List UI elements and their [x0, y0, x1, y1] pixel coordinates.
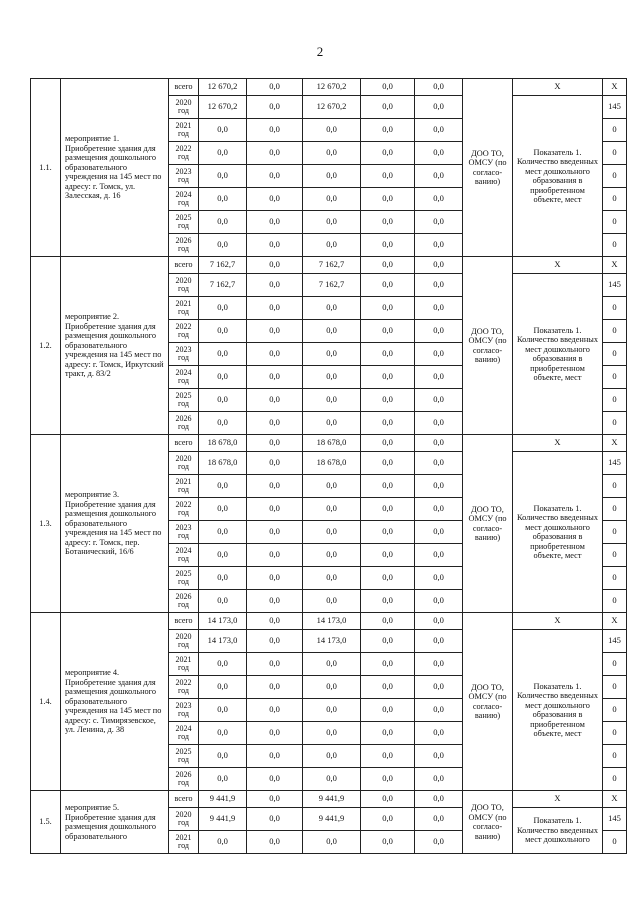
amount-cell: 0,0 [247, 257, 303, 274]
value-cell: 0 [603, 234, 627, 257]
amount-cell: 0,0 [303, 234, 361, 257]
amount-cell: 0,0 [303, 119, 361, 142]
amount-cell: 0,0 [415, 791, 463, 808]
amount-cell: 0,0 [361, 452, 415, 475]
amount-cell: 0,0 [415, 676, 463, 699]
amount-cell: 0,0 [247, 188, 303, 211]
amount-cell: 0,0 [415, 722, 463, 745]
value-cell: 0 [603, 745, 627, 768]
value-cell: 145 [603, 630, 627, 653]
amount-cell: 0,0 [247, 613, 303, 630]
year-cell: 2020 год [169, 630, 199, 653]
amount-cell: 12 670,2 [303, 96, 361, 119]
amount-cell: 0,0 [247, 234, 303, 257]
amount-cell: 0,0 [199, 389, 247, 412]
year-cell: 2024 год [169, 366, 199, 389]
amount-cell: 0,0 [247, 412, 303, 435]
amount-cell: 0,0 [199, 211, 247, 234]
amount-cell: 0,0 [199, 768, 247, 791]
amount-cell: 0,0 [415, 590, 463, 613]
amount-cell: 0,0 [199, 142, 247, 165]
amount-cell: 0,0 [247, 211, 303, 234]
year-cell: 2022 год [169, 498, 199, 521]
executor-cell: ДОО ТО, ОМСУ (по согласо-ванию) [463, 791, 513, 854]
amount-cell: 0,0 [247, 699, 303, 722]
amount-cell: 0,0 [303, 831, 361, 854]
amount-cell: 0,0 [303, 142, 361, 165]
amount-cell: 0,0 [303, 768, 361, 791]
amount-cell: 0,0 [415, 412, 463, 435]
amount-cell: 0,0 [199, 590, 247, 613]
year-cell: 2022 год [169, 676, 199, 699]
year-cell: 2022 год [169, 142, 199, 165]
amount-cell: 0,0 [415, 630, 463, 653]
executor-cell: ДОО ТО, ОМСУ (по согласо-ванию) [463, 435, 513, 613]
amount-cell: 0,0 [303, 567, 361, 590]
amount-cell: 0,0 [247, 808, 303, 831]
executor-cell: ДОО ТО, ОМСУ (по согласо-ванию) [463, 257, 513, 435]
amount-cell: 9 441,9 [199, 808, 247, 831]
amount-cell: 0,0 [199, 521, 247, 544]
amount-cell: 0,0 [303, 475, 361, 498]
value-cell: Х [603, 257, 627, 274]
amount-cell: 0,0 [415, 274, 463, 297]
amount-cell: 0,0 [415, 768, 463, 791]
amount-cell: 0,0 [361, 435, 415, 452]
value-cell: 145 [603, 452, 627, 475]
year-cell: 2020 год [169, 96, 199, 119]
amount-cell: 0,0 [361, 676, 415, 699]
amount-cell: 0,0 [247, 630, 303, 653]
value-cell: 145 [603, 808, 627, 831]
amount-cell: 14 173,0 [303, 630, 361, 653]
amount-cell: 0,0 [361, 96, 415, 119]
amount-cell: 0,0 [361, 722, 415, 745]
amount-cell: 0,0 [415, 475, 463, 498]
amount-cell: 0,0 [247, 435, 303, 452]
section-description: мероприятие 2. Приобретение здания для размещения дошкольного образовательного учреждения на 145 мест по адресу: г. Томск, Иркутский тракт, д. 83/2 [61, 257, 169, 435]
value-cell: 145 [603, 274, 627, 297]
year-cell: всего [169, 613, 199, 630]
amount-cell: 0,0 [361, 567, 415, 590]
section-description: мероприятие 1. Приобретение здания для размещения дошкольного образовательного учреждения на 145 мест по адресу: г. Томск, ул. Залесская, д. 16 [61, 79, 169, 257]
amount-cell: 0,0 [415, 96, 463, 119]
section-number: 1.3. [31, 435, 61, 613]
amount-cell: 0,0 [247, 722, 303, 745]
amount-cell: 0,0 [247, 475, 303, 498]
amount-cell: 0,0 [415, 452, 463, 475]
value-cell: 0 [603, 165, 627, 188]
year-cell: 2024 год [169, 722, 199, 745]
amount-cell: 0,0 [247, 676, 303, 699]
year-cell: 2023 год [169, 343, 199, 366]
amount-cell: 0,0 [247, 297, 303, 320]
amount-cell: 0,0 [361, 188, 415, 211]
program-table [30, 78, 627, 854]
year-cell: всего [169, 435, 199, 452]
amount-cell: 0,0 [199, 745, 247, 768]
year-cell: 2022 год [169, 320, 199, 343]
amount-cell: 0,0 [415, 142, 463, 165]
amount-cell: 0,0 [247, 165, 303, 188]
value-cell: 0 [603, 567, 627, 590]
value-cell: 0 [603, 389, 627, 412]
amount-cell: 0,0 [303, 521, 361, 544]
amount-cell: 0,0 [247, 768, 303, 791]
amount-cell: 0,0 [247, 96, 303, 119]
amount-cell: 0,0 [247, 498, 303, 521]
amount-cell: 0,0 [415, 188, 463, 211]
amount-cell: 0,0 [247, 366, 303, 389]
amount-cell: 0,0 [199, 831, 247, 854]
amount-cell: 0,0 [361, 366, 415, 389]
amount-cell: 0,0 [247, 142, 303, 165]
amount-cell: 14 173,0 [199, 613, 247, 630]
amount-cell: 0,0 [361, 699, 415, 722]
amount-cell: 18 678,0 [303, 452, 361, 475]
amount-cell: 0,0 [361, 630, 415, 653]
amount-cell: 0,0 [247, 452, 303, 475]
amount-cell: 0,0 [415, 653, 463, 676]
year-cell: 2023 год [169, 699, 199, 722]
value-cell: 0 [603, 653, 627, 676]
amount-cell: 18 678,0 [199, 435, 247, 452]
amount-cell: 0,0 [303, 498, 361, 521]
amount-cell: 0,0 [199, 188, 247, 211]
amount-cell: 0,0 [361, 165, 415, 188]
amount-cell: 0,0 [415, 745, 463, 768]
amount-cell: 0,0 [361, 521, 415, 544]
value-cell: 0 [603, 676, 627, 699]
year-cell: всего [169, 79, 199, 96]
amount-cell: 12 670,2 [199, 79, 247, 96]
amount-cell: 0,0 [415, 165, 463, 188]
amount-cell: 0,0 [199, 297, 247, 320]
amount-cell: 9 441,9 [199, 791, 247, 808]
year-cell: 2026 год [169, 412, 199, 435]
amount-cell: 0,0 [415, 435, 463, 452]
amount-cell: 0,0 [415, 119, 463, 142]
amount-cell: 0,0 [415, 389, 463, 412]
indicator-cell: Показатель 1. Количество введенных мест дошкольного образования в приобретенном объекте, мест [513, 630, 603, 791]
page-number: 2 [316, 44, 324, 59]
amount-cell: 0,0 [247, 320, 303, 343]
value-cell: Х [603, 79, 627, 96]
amount-cell: 0,0 [199, 320, 247, 343]
section-number: 1.1. [31, 79, 61, 257]
amount-cell: 7 162,7 [303, 274, 361, 297]
amount-cell: 0,0 [199, 722, 247, 745]
section-number: 1.4. [31, 613, 61, 791]
indicator-cell: Показатель 1. Количество введенных мест дошкольного образования в приобретенном объекте, мест [513, 452, 603, 613]
amount-cell: 0,0 [199, 544, 247, 567]
year-cell: 2026 год [169, 234, 199, 257]
amount-cell: 0,0 [361, 653, 415, 676]
section-number: 1.2. [31, 257, 61, 435]
executor-cell: ДОО ТО, ОМСУ (по согласо-ванию) [463, 79, 513, 257]
amount-cell: 0,0 [247, 521, 303, 544]
amount-cell: 0,0 [247, 831, 303, 854]
value-cell: 0 [603, 699, 627, 722]
amount-cell: 7 162,7 [199, 274, 247, 297]
amount-cell: 0,0 [415, 831, 463, 854]
amount-cell: 0,0 [247, 791, 303, 808]
amount-cell: 0,0 [361, 590, 415, 613]
value-cell: Х [603, 613, 627, 630]
value-cell: 0 [603, 544, 627, 567]
table-row [31, 257, 627, 274]
amount-cell: 0,0 [415, 320, 463, 343]
amount-cell: 0,0 [415, 343, 463, 366]
amount-cell: 0,0 [199, 412, 247, 435]
table-row [31, 791, 627, 808]
year-cell: 2021 год [169, 653, 199, 676]
amount-cell: 0,0 [247, 343, 303, 366]
amount-cell: 0,0 [303, 590, 361, 613]
amount-cell: 12 670,2 [199, 96, 247, 119]
amount-cell: 0,0 [199, 165, 247, 188]
year-cell: 2021 год [169, 119, 199, 142]
amount-cell: 0,0 [303, 297, 361, 320]
amount-cell: 0,0 [361, 320, 415, 343]
amount-cell: 0,0 [247, 274, 303, 297]
value-cell: 0 [603, 412, 627, 435]
year-cell: 2024 год [169, 188, 199, 211]
amount-cell: 0,0 [303, 211, 361, 234]
amount-cell: 0,0 [361, 389, 415, 412]
indicator-cell: Х [513, 257, 603, 274]
amount-cell: 9 441,9 [303, 791, 361, 808]
amount-cell: 0,0 [361, 343, 415, 366]
indicator-cell: Показатель 1. Количество введенных мест дошкольного образования в приобретенном объекте, мест [513, 96, 603, 257]
amount-cell: 0,0 [361, 808, 415, 831]
section-description: мероприятие 3. Приобретение здания для размещения дошкольного образовательного учреждения на 145 мест по адресу: г. Томск, пер. Ботанический, 16/6 [61, 435, 169, 613]
amount-cell: 0,0 [199, 234, 247, 257]
amount-cell: 12 670,2 [303, 79, 361, 96]
section-number: 1.5. [31, 791, 61, 854]
year-cell: 2020 год [169, 452, 199, 475]
amount-cell: 7 162,7 [199, 257, 247, 274]
amount-cell: 0,0 [361, 791, 415, 808]
value-cell: 0 [603, 475, 627, 498]
amount-cell: 0,0 [247, 653, 303, 676]
year-cell: 2025 год [169, 567, 199, 590]
amount-cell: 0,0 [361, 475, 415, 498]
year-cell: 2025 год [169, 211, 199, 234]
value-cell: Х [603, 791, 627, 808]
value-cell: 0 [603, 188, 627, 211]
value-cell: 0 [603, 590, 627, 613]
amount-cell: 0,0 [415, 234, 463, 257]
amount-cell: 0,0 [199, 366, 247, 389]
amount-cell: 0,0 [303, 544, 361, 567]
amount-cell: 14 173,0 [199, 630, 247, 653]
amount-cell: 0,0 [415, 79, 463, 96]
amount-cell: 0,0 [415, 808, 463, 831]
amount-cell: 0,0 [199, 475, 247, 498]
table-row [31, 435, 627, 452]
amount-cell: 0,0 [361, 274, 415, 297]
amount-cell: 0,0 [361, 412, 415, 435]
amount-cell: 0,0 [303, 699, 361, 722]
value-cell: 0 [603, 320, 627, 343]
amount-cell: 0,0 [303, 722, 361, 745]
value-cell: 0 [603, 297, 627, 320]
amount-cell: 0,0 [361, 544, 415, 567]
year-cell: 2026 год [169, 590, 199, 613]
amount-cell: 0,0 [415, 567, 463, 590]
amount-cell: 0,0 [303, 320, 361, 343]
amount-cell: 0,0 [361, 745, 415, 768]
amount-cell: 0,0 [303, 745, 361, 768]
value-cell: 0 [603, 142, 627, 165]
indicator-cell: Х [513, 791, 603, 808]
value-cell: 0 [603, 119, 627, 142]
year-cell: 2026 год [169, 768, 199, 791]
amount-cell: 0,0 [199, 498, 247, 521]
year-cell: 2021 год [169, 831, 199, 854]
amount-cell: 0,0 [199, 567, 247, 590]
year-cell: 2025 год [169, 389, 199, 412]
amount-cell: 0,0 [361, 768, 415, 791]
amount-cell: 0,0 [247, 544, 303, 567]
value-cell: 0 [603, 722, 627, 745]
amount-cell: 0,0 [247, 567, 303, 590]
indicator-cell: Х [513, 435, 603, 452]
amount-cell: 0,0 [361, 142, 415, 165]
value-cell: 0 [603, 366, 627, 389]
year-cell: всего [169, 791, 199, 808]
value-cell: 0 [603, 343, 627, 366]
amount-cell: 0,0 [415, 613, 463, 630]
amount-cell: 0,0 [361, 119, 415, 142]
year-cell: 2021 год [169, 475, 199, 498]
amount-cell: 0,0 [303, 188, 361, 211]
amount-cell: 9 441,9 [303, 808, 361, 831]
amount-cell: 18 678,0 [199, 452, 247, 475]
amount-cell: 14 173,0 [303, 613, 361, 630]
amount-cell: 0,0 [247, 745, 303, 768]
amount-cell: 0,0 [415, 257, 463, 274]
year-cell: 2025 год [169, 745, 199, 768]
amount-cell: 0,0 [415, 498, 463, 521]
table-row [31, 79, 627, 96]
indicator-cell: Показатель 1. Количество введенных мест дошкольного [513, 808, 603, 854]
amount-cell: 0,0 [303, 389, 361, 412]
amount-cell: 0,0 [303, 653, 361, 676]
amount-cell: 0,0 [199, 653, 247, 676]
year-cell: 2020 год [169, 274, 199, 297]
amount-cell: 0,0 [199, 343, 247, 366]
amount-cell: 0,0 [361, 257, 415, 274]
amount-cell: 0,0 [247, 79, 303, 96]
value-cell: Х [603, 435, 627, 452]
year-cell: 2023 год [169, 165, 199, 188]
indicator-cell: Х [513, 613, 603, 630]
amount-cell: 0,0 [415, 544, 463, 567]
indicator-cell: Показатель 1. Количество введенных мест дошкольного образования в приобретенном объекте, мест [513, 274, 603, 435]
section-description: мероприятие 4. Приобретение здания для размещения дошкольного образовательного учреждения на 145 мест по адресу: с. Тимирязевское, ул. Ленина, д. 38 [61, 613, 169, 791]
amount-cell: 0,0 [247, 389, 303, 412]
amount-cell: 0,0 [361, 297, 415, 320]
amount-cell: 18 678,0 [303, 435, 361, 452]
amount-cell: 0,0 [415, 366, 463, 389]
amount-cell: 0,0 [415, 521, 463, 544]
section-description: мероприятие 5. Приобретение здания для размещения дошкольного образовательного [61, 791, 169, 854]
amount-cell: 7 162,7 [303, 257, 361, 274]
amount-cell: 0,0 [361, 831, 415, 854]
value-cell: 0 [603, 211, 627, 234]
amount-cell: 0,0 [303, 343, 361, 366]
executor-cell: ДОО ТО, ОМСУ (по согласо-ванию) [463, 613, 513, 791]
value-cell: 0 [603, 498, 627, 521]
amount-cell: 0,0 [199, 699, 247, 722]
value-cell: 0 [603, 831, 627, 854]
amount-cell: 0,0 [199, 676, 247, 699]
year-cell: 2023 год [169, 521, 199, 544]
amount-cell: 0,0 [361, 211, 415, 234]
amount-cell: 0,0 [415, 211, 463, 234]
amount-cell: 0,0 [247, 590, 303, 613]
year-cell: всего [169, 257, 199, 274]
amount-cell: 0,0 [415, 699, 463, 722]
amount-cell: 0,0 [303, 676, 361, 699]
amount-cell: 0,0 [303, 366, 361, 389]
amount-cell: 0,0 [199, 119, 247, 142]
year-cell: 2020 год [169, 808, 199, 831]
amount-cell: 0,0 [303, 412, 361, 435]
amount-cell: 0,0 [247, 119, 303, 142]
year-cell: 2021 год [169, 297, 199, 320]
amount-cell: 0,0 [361, 613, 415, 630]
amount-cell: 0,0 [303, 165, 361, 188]
amount-cell: 0,0 [361, 79, 415, 96]
table-row [31, 613, 627, 630]
value-cell: 145 [603, 96, 627, 119]
indicator-cell: Х [513, 79, 603, 96]
value-cell: 0 [603, 521, 627, 544]
amount-cell: 0,0 [415, 297, 463, 320]
value-cell: 0 [603, 768, 627, 791]
year-cell: 2024 год [169, 544, 199, 567]
amount-cell: 0,0 [361, 498, 415, 521]
amount-cell: 0,0 [361, 234, 415, 257]
